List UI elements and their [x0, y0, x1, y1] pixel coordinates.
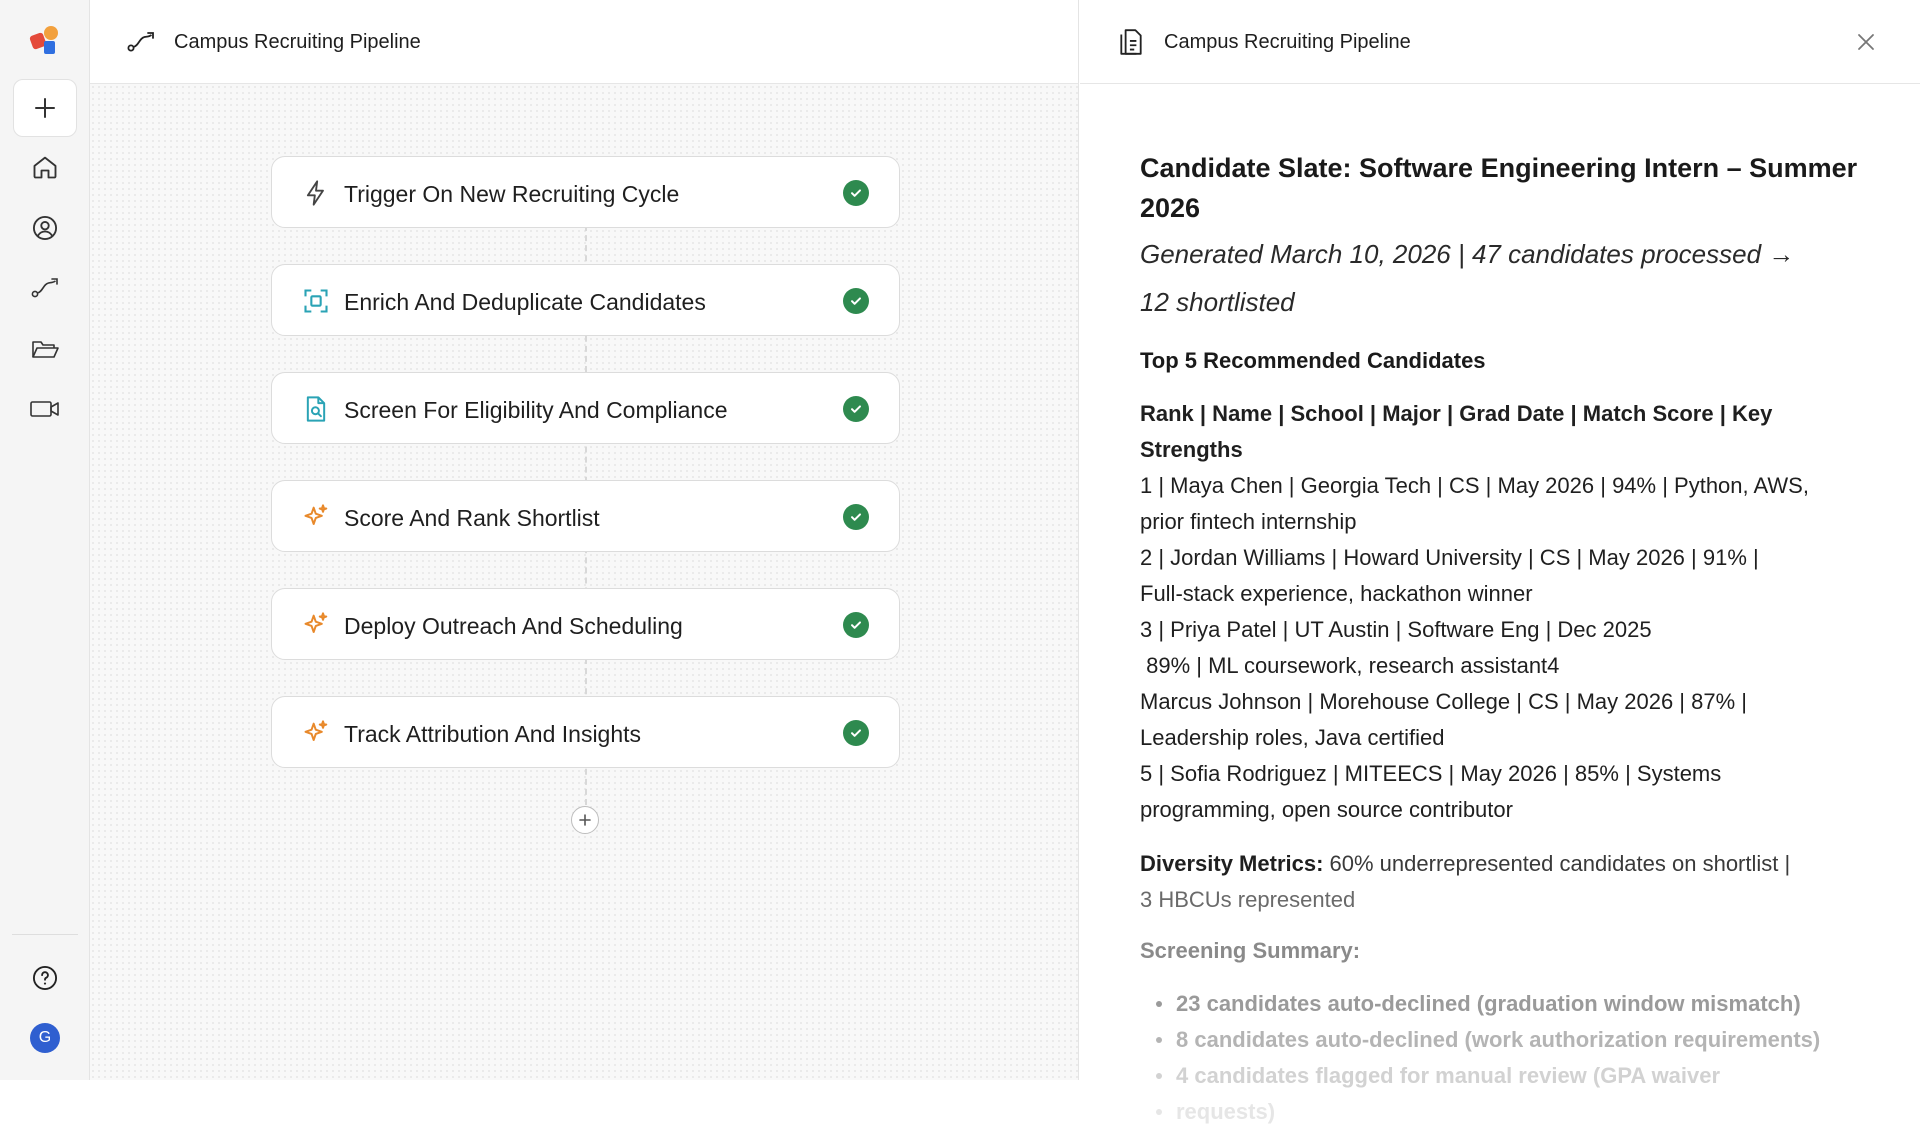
step-label: Deploy Outreach And Scheduling [344, 613, 683, 639]
table-row: programming, open source contributor [1140, 797, 1513, 822]
subtitle-line-2: 12 shortlisted [1140, 287, 1295, 317]
plus-icon [578, 813, 592, 827]
help-button[interactable] [28, 961, 62, 995]
document-panel [1080, 0, 1920, 1124]
subtitle-line-1: Generated March 10, 2026 | 47 candidates processed → [1140, 239, 1795, 269]
check-icon [843, 288, 869, 314]
section-heading: Top 5 Recommended Candidates [1140, 348, 1486, 373]
table-row: 5 | Sofia Rodriguez | MITEECS | May 2026 | 85% | Systems [1140, 761, 1722, 786]
list-item: requests) [1176, 1094, 1900, 1130]
list-item: 4 candidates flagged for manual review (GPA waiver [1176, 1058, 1900, 1094]
sparkle-icon [302, 719, 330, 747]
plus-icon [33, 96, 57, 120]
check-icon [843, 612, 869, 638]
lightning-icon [302, 179, 330, 207]
canvas-header [90, 0, 1078, 84]
rail-divider [12, 934, 78, 935]
table-row: Marcus Johnson | Morehouse College | CS | May 2026 | 87% | [1140, 689, 1747, 714]
workflow-canvas [90, 0, 1079, 1080]
document-search-icon [302, 395, 330, 423]
document-title: Candidate Slate: Software Engineering Intern – Summer 2026 [1140, 153, 1858, 223]
step-label: Track Attribution And Insights [344, 721, 642, 747]
new-button[interactable] [13, 79, 77, 137]
table-row: 3 | Priya Patel | UT Austin | Software Eng | Dec 2025 [1140, 617, 1652, 642]
step-track[interactable] [271, 696, 900, 768]
video-camera-icon [29, 397, 61, 421]
diversity-metrics [1140, 846, 1900, 918]
document-header [1080, 0, 1920, 84]
table-row: 89% | ML coursework, research assistant4 [1140, 653, 1560, 678]
table-header: Rank | Name | School | Major | Grad Date | Match Score | Key [1140, 401, 1773, 426]
canvas-title: Campus Recruiting Pipeline [174, 31, 421, 53]
screening-list [1140, 986, 1900, 1130]
table-row: 1 | Maya Chen | Georgia Tech | CS | May 2026 | 94% | Python, AWS, [1140, 473, 1809, 498]
table-row: Leadership roles, Java certified [1140, 725, 1445, 750]
step-enrich[interactable] [271, 264, 900, 336]
step-label: Enrich And Deduplicate Candidates [344, 289, 706, 315]
nav-files[interactable] [28, 332, 62, 366]
diversity-label: Diversity Metrics: [1140, 851, 1324, 876]
check-icon [843, 720, 869, 746]
home-icon [31, 153, 59, 181]
step-label: Score And Rank Shortlist [344, 505, 600, 531]
user-circle-icon [31, 214, 59, 242]
document-header-title: Campus Recruiting Pipeline [1164, 31, 1411, 53]
add-step-button[interactable] [571, 806, 599, 834]
check-icon [843, 504, 869, 530]
close-icon [1856, 32, 1876, 52]
list-item: 23 candidates auto-declined (graduation window mismatch) [1176, 986, 1900, 1022]
step-screen[interactable] [271, 372, 900, 444]
nav-recordings[interactable] [28, 392, 62, 426]
scan-icon [302, 287, 330, 315]
nav-profile[interactable] [28, 211, 62, 245]
check-icon [843, 180, 869, 206]
list-item: 8 candidates auto-declined (work authorization requirements) [1176, 1022, 1900, 1058]
sparkle-icon [302, 611, 330, 639]
step-score[interactable] [271, 480, 900, 552]
diversity-text: 60% underrepresented candidates on shortlist | [1323, 851, 1791, 876]
document-body [1140, 148, 1900, 1130]
document-subtitle [1140, 230, 1900, 326]
sparkle-icon [302, 503, 330, 531]
folder-open-icon [30, 336, 60, 362]
candidate-table [1140, 396, 1900, 828]
workflow-icon [30, 274, 60, 302]
step-label: Screen For Eligibility And Compliance [344, 397, 728, 423]
screening-heading: Screening Summary: [1140, 938, 1361, 963]
check-icon [843, 396, 869, 422]
step-outreach[interactable] [271, 588, 900, 660]
table-row: prior fintech internship [1140, 509, 1357, 534]
diversity-text: 3 HBCUs represented [1140, 887, 1356, 912]
left-rail [0, 0, 90, 1080]
step-label: Trigger On New Recruiting Cycle [344, 181, 680, 207]
workflow-icon [126, 28, 156, 56]
app-logo[interactable] [29, 24, 61, 56]
table-header: Strengths [1140, 437, 1243, 462]
close-button[interactable] [1852, 28, 1880, 56]
nav-workflows[interactable] [28, 271, 62, 305]
document-icon [1118, 28, 1144, 56]
step-trigger[interactable] [271, 156, 900, 228]
table-row: 2 | Jordan Williams | Howard University | CS | May 2026 | 91% | [1140, 545, 1759, 570]
avatar[interactable]: G [30, 1023, 60, 1053]
table-row: Full-stack experience, hackathon winner [1140, 581, 1533, 606]
nav-home[interactable] [28, 150, 62, 184]
help-icon [31, 964, 59, 992]
